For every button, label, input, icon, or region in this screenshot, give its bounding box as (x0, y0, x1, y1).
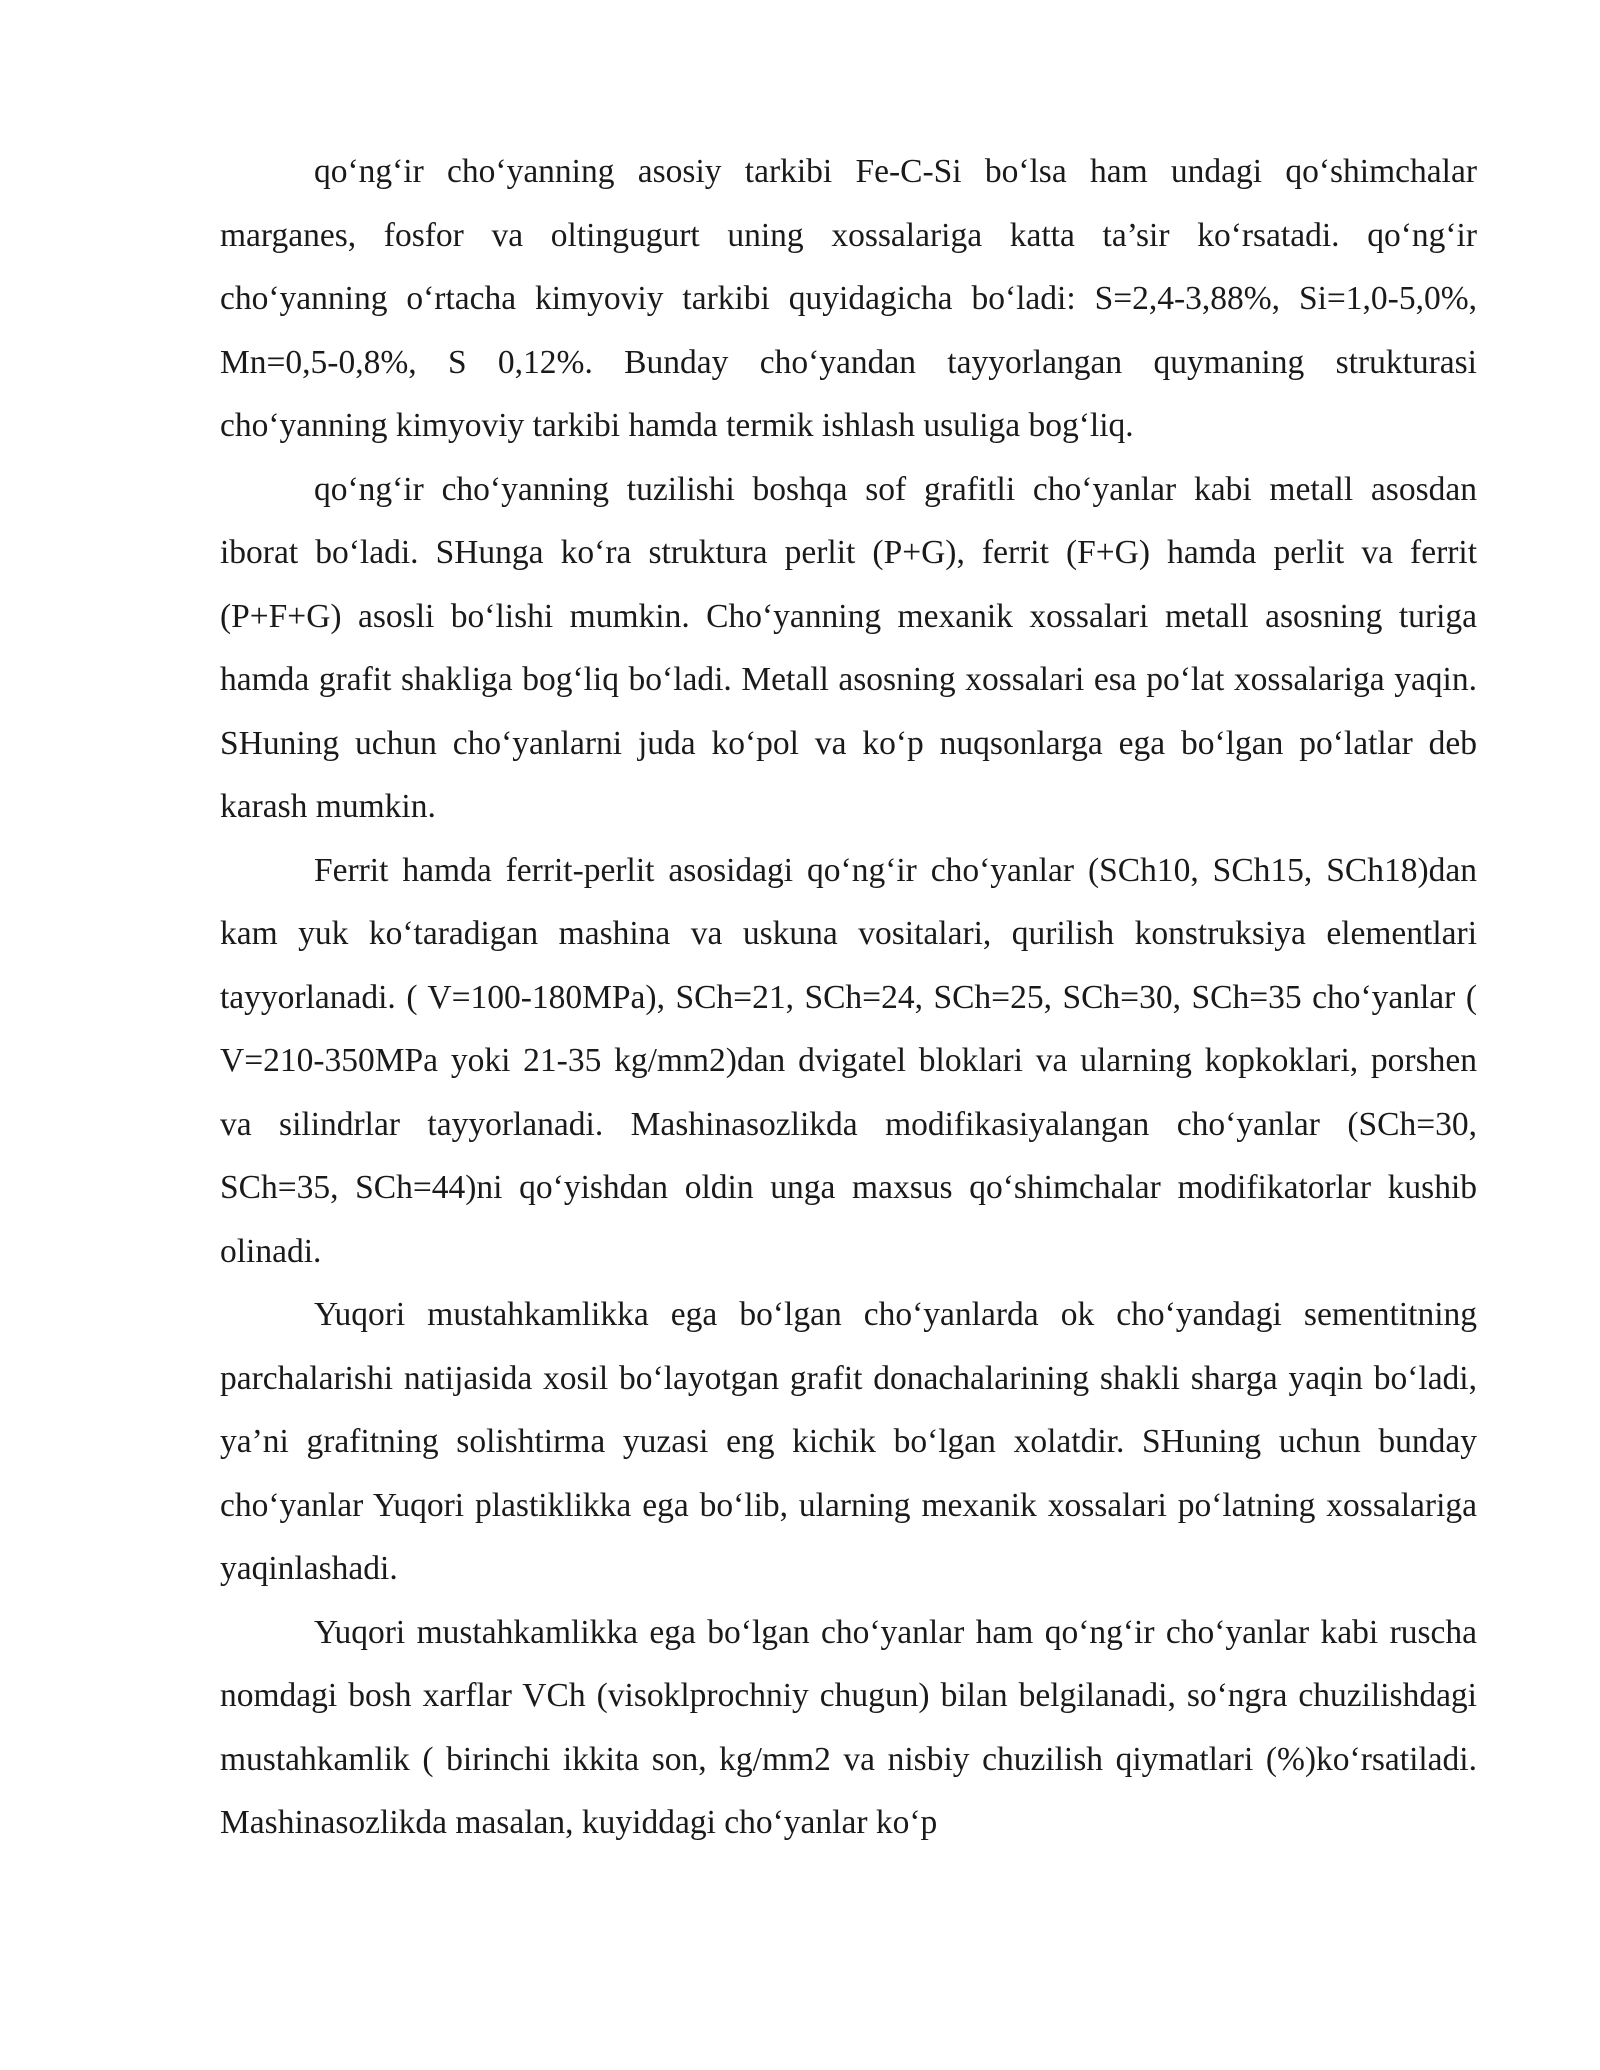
document-body (220, 140, 1477, 1855)
paragraph-4: Yuqori mustahkamlikka ega bo‘lgan cho‘yanlarda ok cho‘yandagi sementitning parchalarishi natijasida xosil bo‘layotgan grafit donachalarining shakli sharga yaqin bo‘ladi, ya’ni grafitning solishtirma yuzasi eng kichik bo‘lgan xolatdir. SHuning uchun bunday cho‘yanlar Yuqori plastiklikka ega bo‘lib, ularning mexanik xossalari po‘latning xossalariga yaqinlashadi. (220, 1296, 1477, 1587)
paragraph-1: qo‘ng‘ir cho‘yanning asosiy tarkibi Fe-C-Si bo‘lsa ham undagi qo‘shimchalar marganes, fosfor va oltingugurt uning xossalariga katta ta’sir ko‘rsatadi. qo‘ng‘ir cho‘yanning o‘rtacha kimyoviy tarkibi quyidagicha bo‘ladi: S=2,4-3,88%, Si=1,0-5,0%, Mn=0,5-0,8%, S 0,12%. Bunday cho‘yandan tayyorlangan quymaning strukturasi cho‘yanning kimyoviy tarkibi hamda termik ishlash usuliga bog‘liq. (220, 153, 1477, 444)
paragraph-5: Yuqori mustahkamlikka ega bo‘lgan cho‘yanlar ham qo‘ng‘ir cho‘yanlar kabi ruscha nomdagi bosh xarflar VCh (visoklprochniy chugun) bilan belgilanadi, so‘ngra chuzilishdagi mustahkamlik ( birinchi ikkita son, kg/mm2 va nisbiy chuzilish qiymatlari (%)ko‘rsatiladi. Mashinasozlikda masalan, kuyiddagi cho‘yanlar ko‘p (220, 1613, 1477, 1841)
paragraph-2: qo‘ng‘ir cho‘yanning tuzilishi boshqa sof grafitli cho‘yanlar kabi metall asosdan iborat bo‘ladi. SHunga ko‘ra struktura perlit (P+G), ferrit (F+G) hamda perlit va ferrit (P+F+G) asosli bo‘lishi mumkin. Cho‘yanning mexanik xossalari metall asosning turiga hamda grafit shakliga bog‘liq bo‘ladi. Metall asosning xossalari esa po‘lat xossalariga yaqin. SHuning uchun cho‘yanlarni juda ko‘pol va ko‘p nuqsonlarga ega bo‘lgan po‘latlar deb karash mumkin. (220, 470, 1477, 825)
paragraph-3: Ferrit hamda ferrit-perlit asosidagi qo‘ng‘ir cho‘yanlar (SCh10, SCh15, SCh18)dan kam yuk ko‘taradigan mashina va uskuna vositalari, qurilish konstruksiya elementlari tayyorlanadi. ( V=100-180MPa), SCh=21, SCh=24, SCh=25, SCh=30, SCh=35 cho‘yanlar ( V=210-350MPa yoki 21-35 kg/mm2)dan dvigatel bloklari va ularning kopkoklari, porshen va silindrlar tayyorlanadi. Mashinasozlikda modifikasiyalangan cho‘yanlar (SCh=30, SCh=35, SCh=44)ni qo‘yishdan oldin unga maxsus qo‘shimchalar modifikatorlar kushib olinadi. (220, 851, 1477, 1270)
